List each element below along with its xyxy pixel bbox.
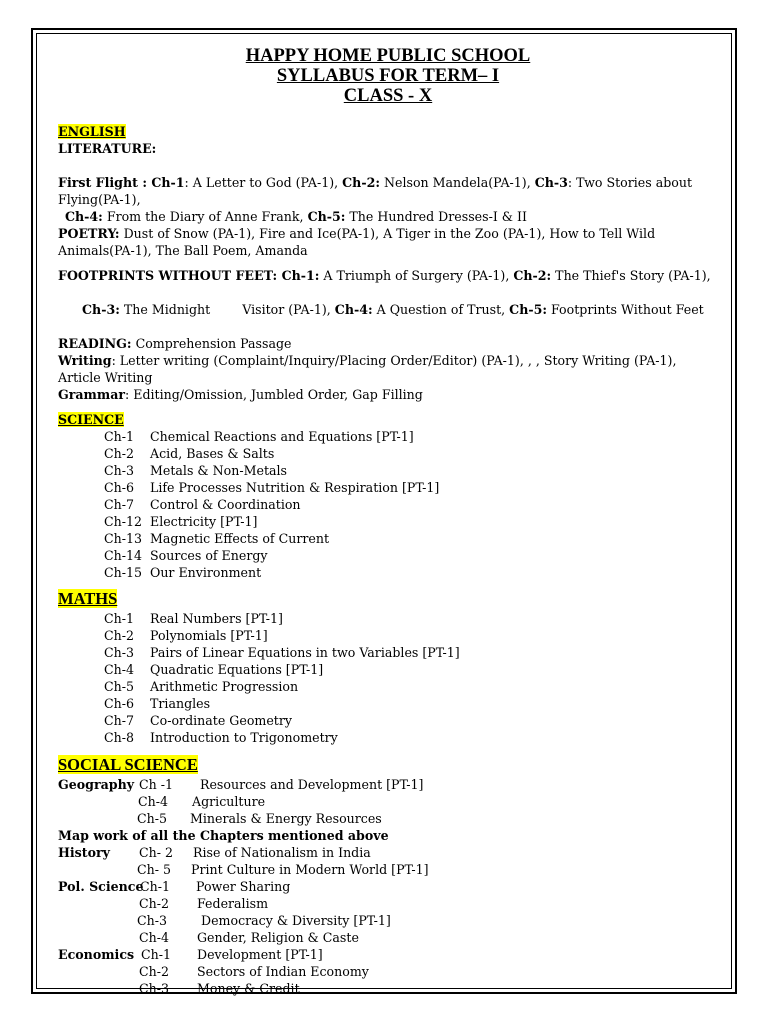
list-item: Ch-5 Arithmetic Progression (104, 679, 299, 694)
list-item: Ch-13 Magnetic Effects of Current (104, 531, 330, 546)
social-science-heading: SOCIAL SCIENCE (58, 755, 198, 774)
school-name: HAPPY HOME PUBLIC SCHOOL (245, 46, 531, 66)
maths-chapter-list (58, 610, 718, 746)
footprints-line-2: Ch-3: The Midnight Visitor (PA-1), Ch-4: A Question of Trust, Ch-5: Footprints Without Feet (82, 302, 704, 317)
first-flight-line-1: First Flight : Ch-1: A Letter to God (PA-1), Ch-2: Nelson Mandela(PA-1), Ch-3: Two Stories about (58, 175, 693, 190)
list-item: Ch-4 Agriculture (138, 794, 266, 809)
list-item: Ch-4 Quadratic Equations [PT-1] (104, 662, 324, 677)
reading-line: READING: Comprehension Passage (58, 336, 292, 351)
list-item: Ch-7 Co-ordinate Geometry (104, 713, 292, 728)
writing-line-1: Writing: Letter writing (Complaint/Inquiry/Placing Order/Editor) (PA-1), , , Story Writing (PA-1), (58, 353, 677, 368)
maths-heading: MATHS (58, 589, 118, 608)
list-item: Ch-8 Introduction to Trigonometry (104, 730, 338, 745)
list-item: Ch-3 Pairs of Linear Equations in two Variables [PT-1] (104, 645, 460, 660)
syllabus-title: SYLLABUS FOR TERM– I (276, 66, 500, 86)
list-item: Ch-2 Sectors of Indian Economy (139, 964, 369, 979)
geography-row: Geography Ch -1 Resources and Development [PT-1] (58, 777, 424, 792)
list-item: Ch-2 Federalism (139, 896, 269, 911)
list-item: Ch-15 Our Environment (104, 565, 262, 580)
literature-heading: LITERATURE: (58, 141, 157, 156)
science-section (58, 411, 718, 581)
poetry-line-1: POETRY: Dust of Snow (PA-1), Fire and Ice(PA-1), A Tiger in the Zoo (PA-1), How to Tell Wild (58, 226, 656, 241)
pol-science-row: Pol. Science Ch-1 Power Sharing (58, 879, 291, 894)
list-item: Ch-12 Electricity [PT-1] (104, 514, 258, 529)
list-item: Ch-1 Real Numbers [PT-1] (104, 611, 283, 626)
social-science-section (58, 754, 718, 997)
maths-section (58, 588, 718, 746)
list-item: Ch-7 Control & Coordination (104, 497, 301, 512)
first-flight-line-2: Flying(PA-1), (58, 192, 141, 207)
map-work-note: Map work of all the Chapters mentioned above (58, 828, 389, 843)
english-section (58, 123, 718, 403)
economics-row: Economics Ch-1 Development [PT-1] (58, 947, 323, 962)
list-item: Ch-3 Metals & Non-Metals (104, 463, 288, 478)
list-item: Ch-1 Chemical Reactions and Equations [PT-1] (104, 429, 414, 444)
poetry-line-2: Animals(PA-1), The Ball Poem, Amanda (58, 243, 308, 258)
footprints-line-1: FOOTPRINTS WITHOUT FEET: Ch-1: A Triumph of Surgery (PA-1), Ch-2: The Thief's Story (PA-1), (58, 268, 711, 283)
list-item: Ch-4 Gender, Religion & Caste (139, 930, 359, 945)
list-item: Ch-5 Minerals & Energy Resources (137, 811, 382, 826)
list-item: Ch-3 Money & Credit (139, 981, 300, 996)
list-item: Ch-6 Triangles (104, 696, 211, 711)
list-item: Ch-3 Democracy & Diversity [PT-1] (137, 913, 391, 928)
list-item: Ch-6 Life Processes Nutrition & Respiration [PT-1] (104, 480, 440, 495)
first-flight-line-3: Ch-4: From the Diary of Anne Frank, Ch-5: The Hundred Dresses-I & II (65, 209, 527, 224)
english-heading: ENGLISH (58, 124, 126, 139)
list-item: Ch-2 Polynomials [PT-1] (104, 628, 268, 643)
list-item: Ch-14 Sources of Energy (104, 548, 268, 563)
list-item: Ch- 5 Print Culture in Modern World [PT-1] (137, 862, 429, 877)
science-chapter-list (58, 428, 718, 581)
history-row: History Ch- 2 Rise of Nationalism in India (58, 845, 371, 860)
document-header (58, 46, 718, 106)
class-title: CLASS - X (343, 86, 433, 106)
science-heading: SCIENCE (58, 412, 124, 427)
grammar-line: Grammar: Editing/Omission, Jumbled Order, Gap Filling (58, 387, 423, 402)
list-item: Ch-2 Acid, Bases & Salts (104, 446, 275, 461)
syllabus-document (58, 46, 718, 997)
writing-line-2: Article Writing (58, 370, 153, 385)
